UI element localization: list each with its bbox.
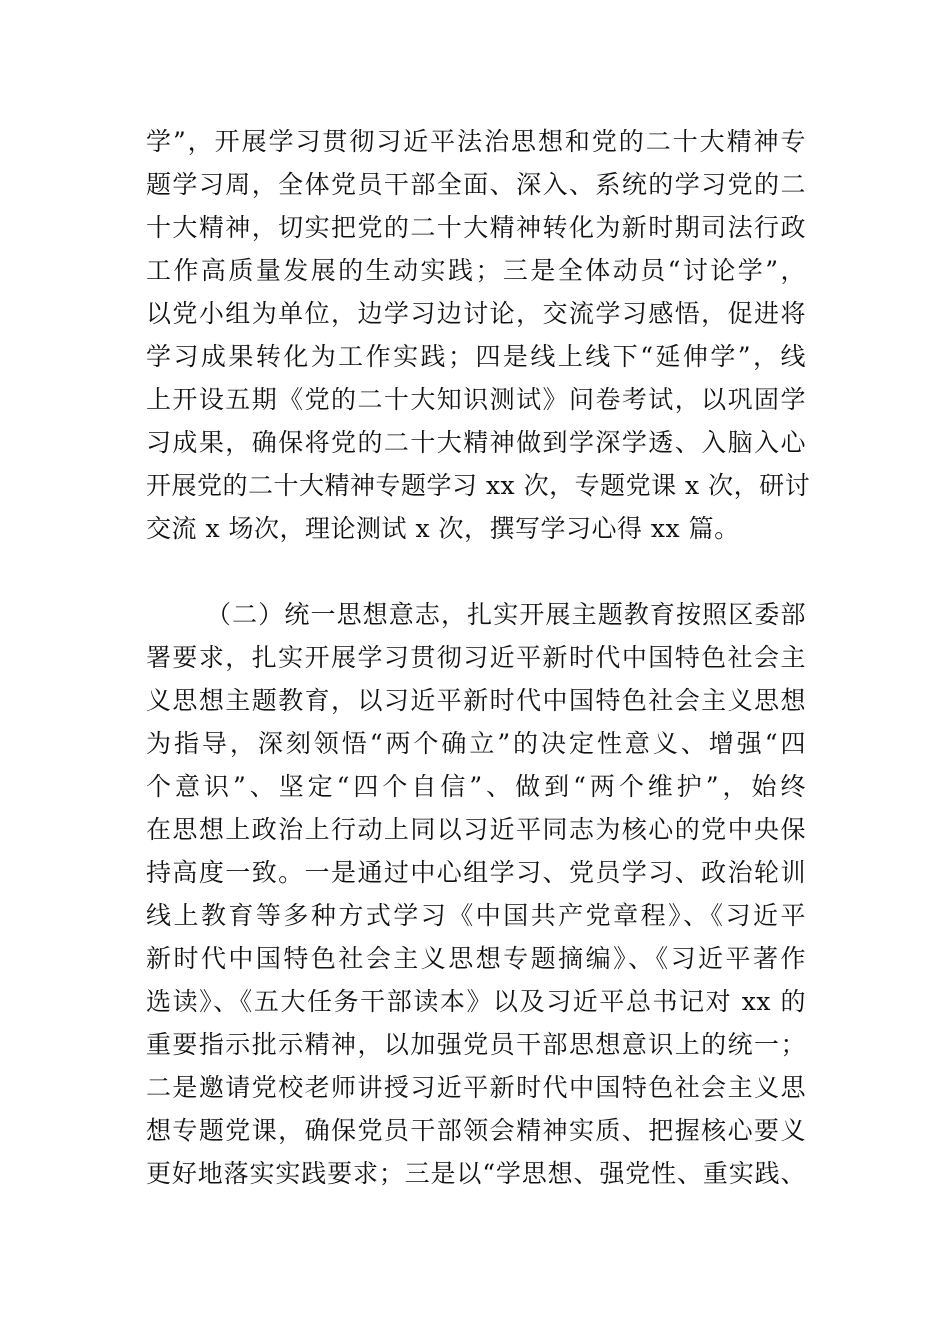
text-line: 工作高质量发展的生动实践；三是全体动员“讨论学”， <box>146 256 806 285</box>
text-line: 上开设五期《党的二十大知识测试》问卷考试，以巩固学 <box>146 385 806 414</box>
section-heading-line: （二）统一思想意志，扎实开展主题教育按照区委部 <box>206 600 806 629</box>
text-line: 义思想主题教育，以习近平新时代中国特色社会主义思想 <box>146 686 806 715</box>
text-line: 线上教育等多种方式学习《中国共产党章程》、《习近平 <box>146 901 806 930</box>
text-line: 署要求，扎实开展学习贯彻习近平新时代中国特色社会主 <box>146 643 806 672</box>
paragraph-section-two <box>146 593 806 1195</box>
text-line: 开展党的二十大精神专题学习 xx 次，专题党课 x 次，研讨 <box>146 471 811 500</box>
text-line: 为指导，深刻领悟“两个确立”的决定性意义、增强“四 <box>146 729 806 758</box>
document-body <box>146 120 811 1195</box>
text-line: 想专题党课，确保党员干部领会精神实质、把握核心要义 <box>146 1116 806 1145</box>
paragraph-study-summary <box>146 120 811 550</box>
text-line: 学习成果转化为工作实践；四是线上线下“延伸学”，线 <box>146 342 806 371</box>
text-line: 题学习周，全体党员干部全面、深入、系统的学习党的二 <box>146 170 806 199</box>
paragraph-spacer <box>146 550 806 593</box>
text-line: 学”，开展学习贯彻习近平法治思想和党的二十大精神专 <box>146 127 806 156</box>
text-line: 更好地落实实践要求；三是以“学思想、强党性、重实践、 <box>146 1159 806 1188</box>
text-line: 习成果，确保将党的二十大精神做到学深学透、入脑入心 <box>146 428 806 457</box>
text-line: 选读》、《五大任务干部读本》以及习近平总书记对 xx 的 <box>146 987 806 1016</box>
text-line: 二是邀请党校老师讲授习近平新时代中国特色社会主义思 <box>146 1073 806 1102</box>
text-line: 十大精神，切实把党的二十大精神转化为新时期司法行政 <box>146 213 806 242</box>
text-line: 持高度一致。一是通过中心组学习、党员学习、政治轮训 <box>146 858 806 887</box>
text-line: 在思想上政治上行动上同以习近平同志为核心的党中央保 <box>146 815 806 844</box>
text-line: 以党小组为单位，边学习边讨论，交流学习感悟，促进将 <box>146 299 806 328</box>
text-line: 新时代中国特色社会主义思想专题摘编》、《习近平著作 <box>146 944 806 973</box>
text-line: 交流 x 场次，理论测试 x 次，撰写学习心得 xx 篇。 <box>146 514 740 543</box>
text-line: 个意识”、坚定“四个自信”、做到“两个维护”，始终 <box>146 772 806 801</box>
text-line: 重要指示批示精神，以加强党员干部思想意识上的统一； <box>146 1030 806 1059</box>
